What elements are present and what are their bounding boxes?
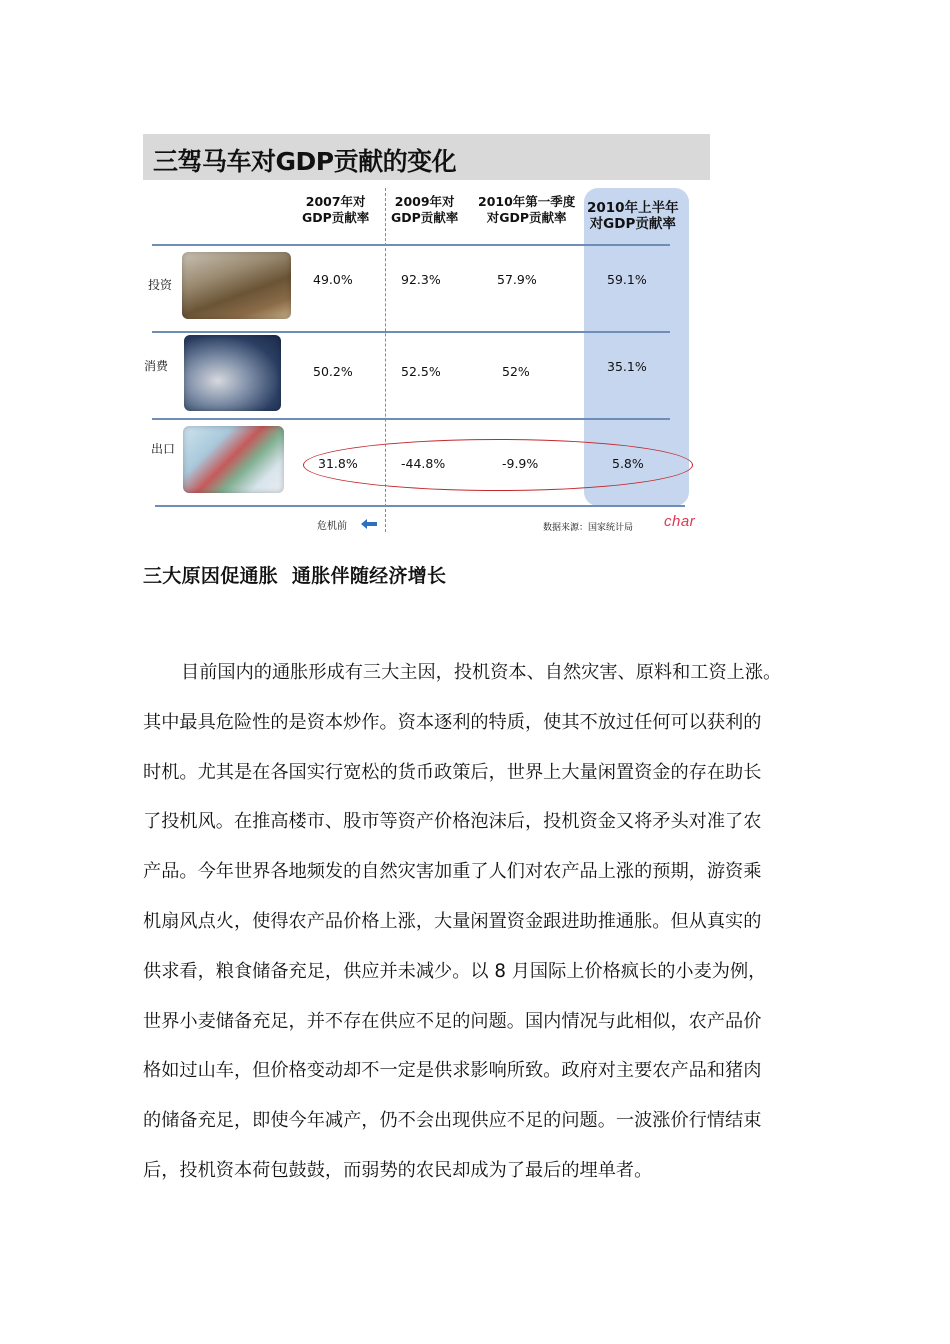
cell-consumption-2010h1: 35.1% bbox=[607, 359, 647, 374]
chart-logo: char bbox=[664, 513, 696, 530]
row-label-investment: 投资 bbox=[148, 278, 173, 292]
column-header-2009: 2009年对 GDP贡献率 bbox=[391, 194, 459, 225]
paragraph-line: 供求看，粮食储备充足，供应并未减少。以 8 月国际上价格疯长的小麦为例， bbox=[143, 960, 767, 982]
consumption-photo bbox=[184, 335, 281, 411]
paragraph-line: 其中最具危险性的是资本炒作。资本逐利的特质，使其不放过任何可以获利的 bbox=[143, 711, 762, 733]
data-source-note: 数据来源：国家统计局 bbox=[543, 523, 634, 532]
row-separator bbox=[155, 505, 685, 507]
paragraph-line: 格如过山车，但价格变动却不一定是供求影响所致。政府对主要农产品和猪肉 bbox=[143, 1060, 762, 1082]
row-separator bbox=[152, 244, 670, 246]
paragraph-line: 的储备充足，即使今年减产，仍不会出现供应不足的问题。一波涨价行情结束 bbox=[143, 1110, 762, 1132]
cell-consumption-2009: 52.5% bbox=[401, 364, 441, 379]
cell-investment-2010q1: 57.9% bbox=[497, 272, 537, 287]
cell-export-2007: 31.8% bbox=[318, 456, 358, 471]
paragraph-line: 时机。尤其是在各国实行宽松的货币政策后，世界上大量闲置资金的存在助长 bbox=[143, 761, 762, 783]
paragraph-line: 机扇风点火，使得农产品价格上涨，大量闲置资金跟进助推通胀。但从真实的 bbox=[143, 910, 762, 932]
cell-investment-2010h1: 59.1% bbox=[607, 272, 647, 287]
paragraph-line: 世界小麦储备充足，并不存在供应不足的问题。国内情况与此相似，农产品价 bbox=[143, 1010, 762, 1032]
figure-title: 三驾马车对GDP贡献的变化 bbox=[153, 147, 457, 176]
column-header-2010q1: 2010年第一季度 对GDP贡献率 bbox=[478, 194, 576, 225]
column-header-2007: 2007年对 GDP贡献率 bbox=[302, 194, 370, 225]
investment-photo bbox=[182, 252, 291, 319]
section-heading: 三大原因促通胀 通胀伴随经济增长 bbox=[143, 565, 447, 587]
export-photo bbox=[183, 426, 284, 493]
row-label-consumption: 消费 bbox=[144, 359, 169, 373]
column-header-2010h1: 2010年上半年 对GDP贡献率 bbox=[587, 200, 679, 232]
row-separator bbox=[152, 418, 670, 420]
left-arrow-icon bbox=[361, 519, 377, 529]
cell-consumption-2007: 50.2% bbox=[313, 364, 353, 379]
cell-export-2009: -44.8% bbox=[401, 456, 446, 471]
row-label-export: 出口 bbox=[151, 442, 176, 456]
cell-consumption-2010q1: 52% bbox=[502, 364, 530, 379]
paragraph-line: 目前国内的通胀形成有三大主因，投机资本、自然灾害、原料和工资上涨。 bbox=[181, 662, 782, 683]
cell-investment-2007: 49.0% bbox=[313, 272, 353, 287]
cell-investment-2009: 92.3% bbox=[401, 272, 441, 287]
figure-title-bar bbox=[143, 134, 710, 180]
row-separator bbox=[152, 331, 670, 333]
export-highlight-ellipse bbox=[303, 439, 693, 491]
gdp-contribution-figure bbox=[143, 134, 710, 532]
body-paragraph bbox=[143, 648, 815, 1196]
paragraph-line: 了投机风。在推高楼市、股市等资产价格泡沫后，投机资金又将矛头对准了农 bbox=[143, 811, 762, 833]
cell-export-2010q1: -9.9% bbox=[502, 456, 539, 471]
pre-crisis-label: 危机前 bbox=[317, 521, 347, 532]
cell-export-2010h1: 5.8% bbox=[612, 456, 644, 471]
paragraph-line: 产品。今年世界各地频发的自然灾害加重了人们对农产品上涨的预期，游资乘 bbox=[143, 861, 762, 883]
paragraph-line: 后，投机资本荷包鼓鼓，而弱势的农民却成为了最后的埋单者。 bbox=[143, 1159, 653, 1181]
